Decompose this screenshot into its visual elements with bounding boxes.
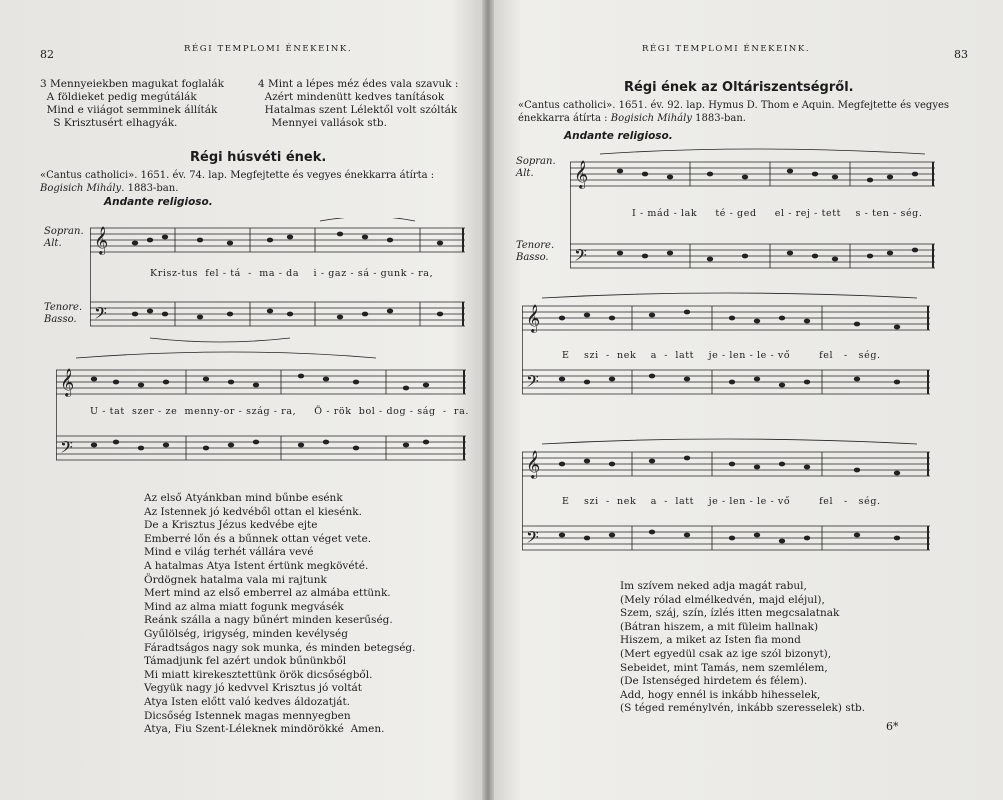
hymn-title-left: Régi húsvéti ének. [190, 150, 327, 165]
svg-text:𝄢: 𝄢 [526, 371, 539, 395]
svg-text:𝄞: 𝄞 [526, 450, 541, 478]
hymn-text-right: Im szívem neked adja magát rabul, (Mely rólad elmélkedvén, majd eléjul), Szem, száj, szín, ízlés itten megcsalatnak (Bátran hiszem, a mit füleim hallnak) Hiszem, a miket az Isten fia mond (Mert egyedül csak az ige szól bizonyt), Sebeidet, mint Tamás, nem szemlélem, (De Istenséged hirdetem és félem). Add, hogy ennél is inkább hihesselek, (S téged reménylvén, inkább szeresselek) stb. [620, 580, 866, 715]
svg-text:𝄢: 𝄢 [526, 527, 539, 551]
tempo-right: Andante religioso. [564, 130, 673, 142]
source-note-left [40, 169, 460, 195]
source-author-left: Bogisich Mihály [40, 183, 122, 194]
page-number-right: 83 [954, 48, 968, 61]
source-note-right [518, 99, 958, 125]
source-prefix-left: «Cantus catholici». 1651. év. 74. lap. Megfejtette és vegyes énekkarra átírta : [40, 170, 435, 181]
svg-text:𝄞: 𝄞 [574, 160, 589, 188]
source-author-right: Bogisich Mihály [610, 113, 692, 124]
lyrics-line-2-left: U - tat szer - ze menny-or - szág - ra, Ö - rök bol - dog - ság - ra. [90, 406, 469, 417]
signature-mark: 6* [886, 720, 899, 733]
svg-text:𝄢: 𝄢 [60, 437, 73, 461]
source-prefix-right: «Cantus catholici». 1651. év. 92. lap. Hymus D. Thom e Aquin. Megfejtette és vegyes énekkarra átírta : [518, 100, 950, 124]
lyrics-line-3-right: E szi - nek a - latt je - len - le - vő fel - ség. [562, 496, 881, 507]
svg-text:𝄞: 𝄞 [94, 226, 109, 254]
svg-text:𝄢: 𝄢 [94, 303, 107, 327]
left-page [0, 0, 484, 800]
svg-text:𝄞: 𝄞 [60, 368, 75, 396]
source-suffix-right: 1883-ban. [691, 113, 746, 124]
voice-label-top-right: Sopran. Alt. [516, 156, 556, 179]
svg-text:𝄢: 𝄢 [574, 245, 587, 269]
source-suffix-left: . 1883-ban. [121, 183, 179, 194]
tempo-left: Andante religioso. [104, 196, 213, 208]
hymn-text-left: Az első Atyánkban mind bűnbe esénk Az Istennek jó kedvéből ottan el kiesénk. De a Krisztus Jézus kedvébe ejte Emberré lőn és a bűnnek ottan véget vete. Mind e világ terhét vállára vevé A hatalmas Atya Istent értünk megkövété. Ördögnek hatalma vala mi rajtunk Mert mind az első emberrel az almába ettünk. Mind az alma miatt fogunk megvásék Reánk szálla a nagy bűnért minden keserűség. Gyűlölség, irigység, minden kevélység Fáradtságos nagy sok munka, és minden betegség. Támadjunk fel azért undok bűnünkből Mi miatt kirekesztettünk örök dicsőségből. Vegyük nagy jó kedvvel Krisztus jó voltát Atya Isten előtt való kedves áldozatját. Dicsőség Istennek magas mennyegben Atya, Fiu Szent-Léleknek mindörökké Amen. [144, 492, 416, 736]
voice-label-top-left: Sopran. Alt. [44, 226, 84, 249]
svg-text:𝄞: 𝄞 [526, 304, 541, 332]
lyrics-line-1-right: I - mád - lak té - ged el - rej - tett s - ten - ség. [632, 208, 923, 219]
voice-label-bottom-right: Tenore. Basso. [516, 240, 555, 263]
lyrics-line-2-right: E szi - nek a - latt je - len - le - vő fel - ség. [562, 350, 881, 361]
score-system-1-left [90, 218, 470, 348]
running-head-right: RÉGI TEMPLOMI ÉNEKEINK. [642, 44, 811, 54]
verse-3: 3 Mennyeiekben magukat foglalák A földieket pedig megútálák Mind e viiágot semminek állíták S Krisztusért elhagyák. [40, 78, 225, 129]
voice-label-bottom-left: Tenore. Basso. [44, 302, 83, 325]
hymn-title-right: Régi ének az Oltáriszentségről. [624, 80, 854, 95]
running-head-left: RÉGI TEMPLOMI ÉNEKEINK. [184, 44, 353, 54]
verse-4: 4 Mint a lépes méz édes vala szavuk : Azért mindenütt kedves tanítások Hatalmas szent Lélektől volt szólták Mennyei vallások stb. [258, 78, 459, 129]
lyrics-line-1-left: Krisz-tus fel - tá - ma - da i - gaz - sá - gunk - ra, [150, 268, 434, 279]
page-number-left: 82 [40, 48, 54, 61]
right-page [492, 0, 1003, 800]
